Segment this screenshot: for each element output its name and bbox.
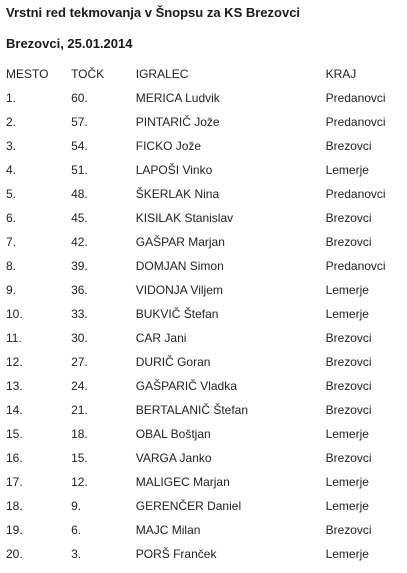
cell-igralec: VIDONJA Viljem xyxy=(135,283,223,297)
table-row xyxy=(0,86,400,110)
cell-tock: 15. xyxy=(71,451,88,465)
cell-kraj: Brezovci xyxy=(325,211,372,225)
column-header-kraj: KRAJ xyxy=(325,67,357,81)
table-row xyxy=(0,350,400,374)
column-header-igralec: IGRALEC xyxy=(135,67,189,81)
cell-tock: 36. xyxy=(71,283,88,297)
cell-tock: 6. xyxy=(71,523,82,537)
column-header-tock: TOČK xyxy=(71,67,105,81)
cell-tock: 57. xyxy=(71,115,88,129)
table-body xyxy=(0,86,400,566)
cell-kraj: Lemerje xyxy=(325,163,369,177)
cell-mesto: 2. xyxy=(6,115,17,129)
cell-mesto: 14. xyxy=(6,403,23,417)
cell-igralec: BERTALANIČ Štefan xyxy=(135,403,249,417)
cell-tock: 18. xyxy=(71,427,88,441)
table-row xyxy=(0,422,400,446)
cell-tock: 45. xyxy=(71,211,88,225)
cell-tock: 3. xyxy=(71,547,82,561)
table-header-row xyxy=(0,62,400,86)
cell-kraj: Lemerje xyxy=(325,283,369,297)
cell-mesto: 8. xyxy=(6,259,17,273)
cell-tock: 42. xyxy=(71,235,88,249)
cell-kraj: Predanovci xyxy=(325,187,386,201)
cell-tock: 51. xyxy=(71,163,88,177)
cell-kraj: Brezovci xyxy=(325,139,372,153)
cell-mesto: 4. xyxy=(6,163,17,177)
cell-tock: 12. xyxy=(71,475,88,489)
cell-igralec: MERICA Ludvik xyxy=(135,91,220,105)
cell-kraj: Predanovci xyxy=(325,115,386,129)
cell-igralec: DURIČ Goran xyxy=(135,355,211,369)
cell-kraj: Lemerje xyxy=(325,547,369,561)
table-row xyxy=(0,158,400,182)
table-header xyxy=(0,62,400,86)
cell-igralec: ŠKERLAK Nina xyxy=(135,187,220,201)
cell-igralec: GAŠPARIČ Vladka xyxy=(135,379,237,393)
cell-kraj: Lemerje xyxy=(325,475,369,489)
cell-mesto: 11. xyxy=(6,331,22,345)
cell-tock: 24. xyxy=(71,379,88,393)
cell-tock: 27. xyxy=(71,355,88,369)
table-row xyxy=(0,182,400,206)
cell-tock: 30. xyxy=(71,331,88,345)
column-header-mesto: MESTO xyxy=(6,67,49,81)
cell-kraj: Predanovci xyxy=(325,259,386,273)
cell-igralec: PINTARIČ Jože xyxy=(135,115,220,129)
cell-mesto: 5. xyxy=(6,187,17,201)
cell-igralec: MALIGEC Marjan xyxy=(135,475,230,489)
table-row xyxy=(0,230,400,254)
table-row xyxy=(0,374,400,398)
cell-tock: 39. xyxy=(71,259,88,273)
cell-kraj: Predanovci xyxy=(325,91,386,105)
cell-igralec: CAR Jani xyxy=(135,331,187,345)
cell-igralec: FICKO Jože xyxy=(135,139,202,153)
cell-igralec: MAJC Milan xyxy=(135,523,201,537)
cell-kraj: Lemerje xyxy=(325,499,369,513)
cell-tock: 60. xyxy=(71,91,88,105)
table-row xyxy=(0,494,400,518)
table-row xyxy=(0,542,400,566)
page-title: Vrstni red tekmovanja v Šnopsu za KS Brezovci xyxy=(6,5,301,20)
cell-kraj: Brezovci xyxy=(325,235,372,249)
cell-mesto: 13. xyxy=(6,379,23,393)
cell-kraj: Brezovci xyxy=(325,331,372,345)
cell-kraj: Lemerje xyxy=(325,307,369,321)
standings-table xyxy=(0,62,400,566)
table-row xyxy=(0,110,400,134)
cell-igralec: DOMJAN Simon xyxy=(135,259,224,273)
cell-mesto: 9. xyxy=(6,283,17,297)
cell-tock: 21. xyxy=(71,403,88,417)
cell-mesto: 12. xyxy=(6,355,23,369)
cell-mesto: 3. xyxy=(6,139,17,153)
table-row xyxy=(0,326,400,350)
cell-kraj: Lemerje xyxy=(325,427,369,441)
cell-igralec: VARGA Janko xyxy=(135,451,212,465)
cell-tock: 9. xyxy=(71,499,82,513)
cell-mesto: 19. xyxy=(6,523,23,537)
cell-mesto: 16. xyxy=(6,451,23,465)
cell-mesto: 6. xyxy=(6,211,17,225)
table-row xyxy=(0,278,400,302)
cell-igralec: BUKVIČ Štefan xyxy=(135,307,219,321)
cell-tock: 54. xyxy=(71,139,88,153)
table-row xyxy=(0,302,400,326)
cell-igralec: PORŠ Franček xyxy=(135,547,217,561)
cell-kraj: Brezovci xyxy=(325,379,372,393)
cell-tock: 33. xyxy=(71,307,88,321)
cell-igralec: LAPOŠI Vinko xyxy=(135,163,213,177)
cell-mesto: 20. xyxy=(6,547,23,561)
table-row xyxy=(0,518,400,542)
cell-mesto: 10. xyxy=(6,307,23,321)
cell-kraj: Brezovci xyxy=(325,523,372,537)
cell-igralec: GAŠPAR Marjan xyxy=(135,235,225,249)
table-row xyxy=(0,254,400,278)
cell-kraj: Brezovci xyxy=(325,451,372,465)
cell-kraj: Brezovci xyxy=(325,403,372,417)
cell-mesto: 1. xyxy=(6,91,17,105)
table-row xyxy=(0,134,400,158)
table-row xyxy=(0,398,400,422)
cell-mesto: 7. xyxy=(6,235,17,249)
cell-mesto: 18. xyxy=(6,499,23,513)
table-row xyxy=(0,470,400,494)
cell-mesto: 15. xyxy=(6,427,23,441)
cell-igralec: GERENČER Daniel xyxy=(135,499,242,513)
cell-igralec: OBAL Boštjan xyxy=(135,427,211,441)
cell-tock: 48. xyxy=(71,187,88,201)
cell-igralec: KISILAK Stanislav xyxy=(135,211,234,225)
cell-mesto: 17. xyxy=(6,475,23,489)
cell-kraj: Brezovci xyxy=(325,355,372,369)
table-row xyxy=(0,446,400,470)
page-subtitle: Brezovci, 25.01.2014 xyxy=(6,36,133,51)
table-row xyxy=(0,206,400,230)
